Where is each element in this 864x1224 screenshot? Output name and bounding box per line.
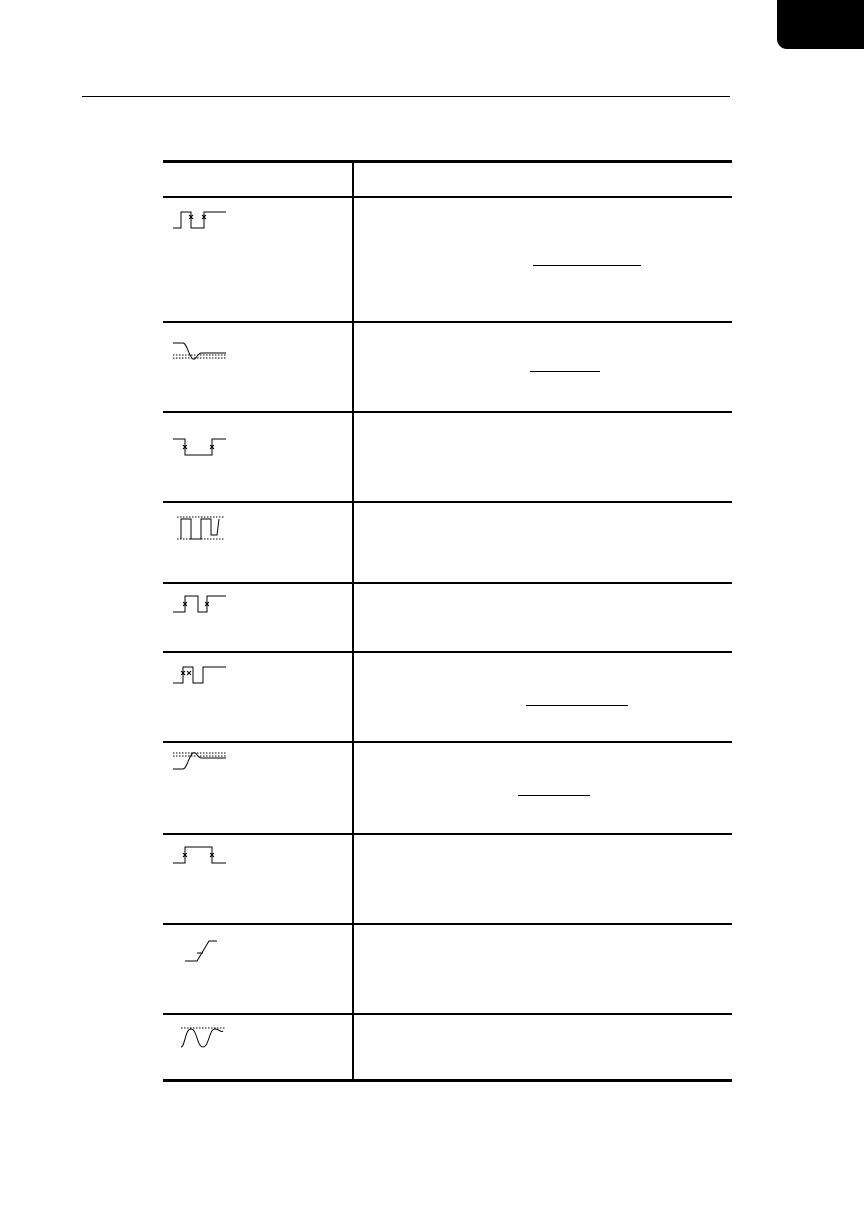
table-row xyxy=(163,743,732,835)
table-row xyxy=(163,323,732,413)
negative-width-icon xyxy=(171,433,231,465)
rise-time-icon xyxy=(171,935,231,967)
pulse-width-measurement-icon xyxy=(171,204,231,236)
fraction-bar xyxy=(533,265,641,266)
page-header-rule xyxy=(82,96,730,97)
table-row xyxy=(163,503,732,584)
table-row xyxy=(163,198,732,323)
table-row xyxy=(163,1015,732,1079)
table-row xyxy=(163,413,732,503)
pulse-train-dotted-icon xyxy=(171,513,231,545)
measurement-table xyxy=(163,160,732,1082)
fraction-bar xyxy=(518,795,590,796)
positive-duty-icon xyxy=(171,659,231,691)
table-row xyxy=(163,584,732,653)
undershoot-fall-icon xyxy=(171,337,231,369)
positive-width-icon xyxy=(171,841,231,873)
period-icon xyxy=(171,590,231,622)
fraction-bar xyxy=(526,705,628,706)
table-header-row xyxy=(163,163,732,197)
table-row xyxy=(163,835,732,925)
fraction-bar xyxy=(530,371,600,372)
table-row xyxy=(163,925,732,1015)
overshoot-rise-icon xyxy=(171,745,231,777)
table-bottom-border xyxy=(163,1079,732,1082)
table-row xyxy=(163,653,732,743)
sine-rms-icon xyxy=(171,1023,231,1055)
section-tab xyxy=(777,0,864,49)
